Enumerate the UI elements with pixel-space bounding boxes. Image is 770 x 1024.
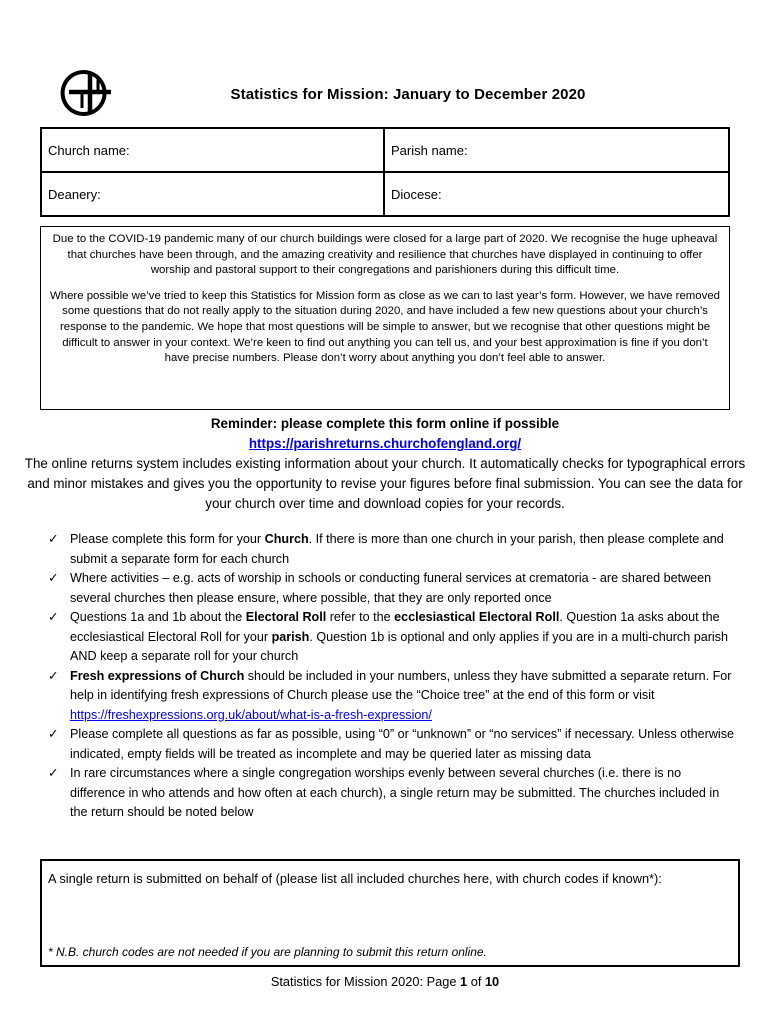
item-text: should be included in your numbers, unless they have submitted a separate return. For help in identifying fresh expressions of Church please use the “Choice tree” at the end of this form or visit: [70, 668, 732, 702]
item-emphasis: parish: [271, 629, 310, 644]
item-emphasis: Fresh expressions of Church: [70, 668, 245, 683]
single-return-label: A single return is submitted on behalf of (please list all included churches here, with church codes if known*):: [48, 871, 662, 886]
item-text: . Question 1a asks about the ecclesiastical Electoral Roll for your: [70, 610, 720, 644]
single-return-field[interactable]: [40, 859, 740, 967]
item-text: . If there is more than one church in your parish, then please complete and submit a separate form for each church: [70, 532, 724, 566]
covid-notice-box: [40, 226, 730, 410]
notice-paragraph-2: Where possible we’ve tried to keep this Statistics for Mission form as close as we can to last year’s form. However, we have removed some questions that do not really apply to the situation during 2020, and have included a few new questions about your church’s response to the pandemic. We hope that most questions will be simple to answer, but we recognise that other questions might be difficult to answer in your context. We’re keen to find out anything you can tell us, and your best approximation is fine if you don’t have precise numbers. Please don’t worry about anything you don’t feel able to answer.: [49, 289, 720, 365]
item-text: Where activities – e.g. acts of worship in schools or conducting funeral services at crematoria - are shared between several churches then please ensure, where possible, that they are only reported once: [70, 571, 712, 605]
total-pages: 10: [484, 974, 500, 989]
list-item: [48, 667, 738, 726]
page-footer: [0, 974, 770, 989]
item-text: Please complete this form for your: [70, 532, 265, 546]
diocese-field[interactable]: [385, 173, 728, 215]
parish-name-field[interactable]: [385, 129, 728, 173]
online-reminder: [20, 414, 750, 514]
checkmark-icon: ✓: [48, 571, 59, 585]
item-text: . Question 1b is optional and only applies if you are in a multi-church parish AND keep a separate roll for your church: [70, 629, 729, 663]
item-text: Please complete all questions as far as possible, using “0” or “unknown” or “no services” if necessary. Unless otherwise indicated, empty fields will be treated as incomplete and may be queried later as missing data: [70, 727, 735, 761]
church-name-label: Church name:: [48, 142, 130, 158]
footer-text: Statistics for Mission 2020: Page: [270, 974, 461, 989]
reminder-body: The online returns system includes existing information about your church. It automatically checks for typographical errors and minor mistakes and gives you the opportunity to revise your figures before final submission. You can see the data for your church over time and download copies for your records.: [24, 456, 746, 511]
parish-returns-link[interactable]: https://parishreturns.churchofengland.org/: [248, 436, 522, 451]
footer-text: of: [467, 974, 485, 989]
church-name-field[interactable]: [42, 129, 385, 173]
reminder-title: Reminder: please complete this form online if possible: [210, 416, 560, 431]
item-text: refer to the: [326, 610, 395, 624]
church-codes-note: * N.B. church codes are not needed if you are planning to submit this return online.: [48, 945, 487, 959]
notice-paragraph-1: Due to the COVID-19 pandemic many of our church buildings were closed for a large part of 2020. We recognise the huge upheaval that churches have been through, and the amazing creativity and resilience that churches have displayed in continuing to offer worship and pastoral support to their congregations and parishioners during this difficult time.: [52, 233, 718, 277]
list-item: [48, 764, 738, 823]
list-item: [48, 569, 738, 608]
checkmark-icon: ✓: [48, 766, 59, 780]
checkmark-icon: ✓: [48, 727, 59, 741]
deanery-label: Deanery:: [48, 186, 101, 202]
item-emphasis: Electoral Roll: [245, 610, 327, 624]
diocese-label: Diocese:: [391, 186, 442, 202]
list-item: [48, 725, 738, 764]
parish-name-label: Parish name:: [391, 142, 468, 158]
deanery-field[interactable]: [42, 173, 385, 215]
checkmark-icon: ✓: [48, 532, 59, 546]
item-emphasis: Church: [264, 532, 309, 546]
item-text: In rare circumstances where a single congregation worships evenly between several churches (i.e. there is no difference in who attends and how often at each church), a single return may be submitted. The churches included in the return should be noted below: [70, 766, 720, 819]
item-text: Questions 1a and 1b about the: [70, 610, 246, 624]
checkmark-icon: ✓: [48, 668, 59, 683]
checkmark-icon: ✓: [48, 610, 59, 624]
current-page-number: 1: [460, 974, 468, 989]
list-item: [48, 530, 738, 569]
page-title: Statistics for Mission: January to December 2020: [230, 86, 586, 103]
list-item: [48, 608, 738, 667]
fresh-expressions-link[interactable]: https://freshexpressions.org.uk/about/what-is-a-fresh-expression/: [70, 707, 432, 722]
item-emphasis: ecclesiastical Electoral Roll: [394, 610, 560, 624]
church-details-table: [40, 127, 730, 217]
instructions-list: [48, 530, 738, 823]
